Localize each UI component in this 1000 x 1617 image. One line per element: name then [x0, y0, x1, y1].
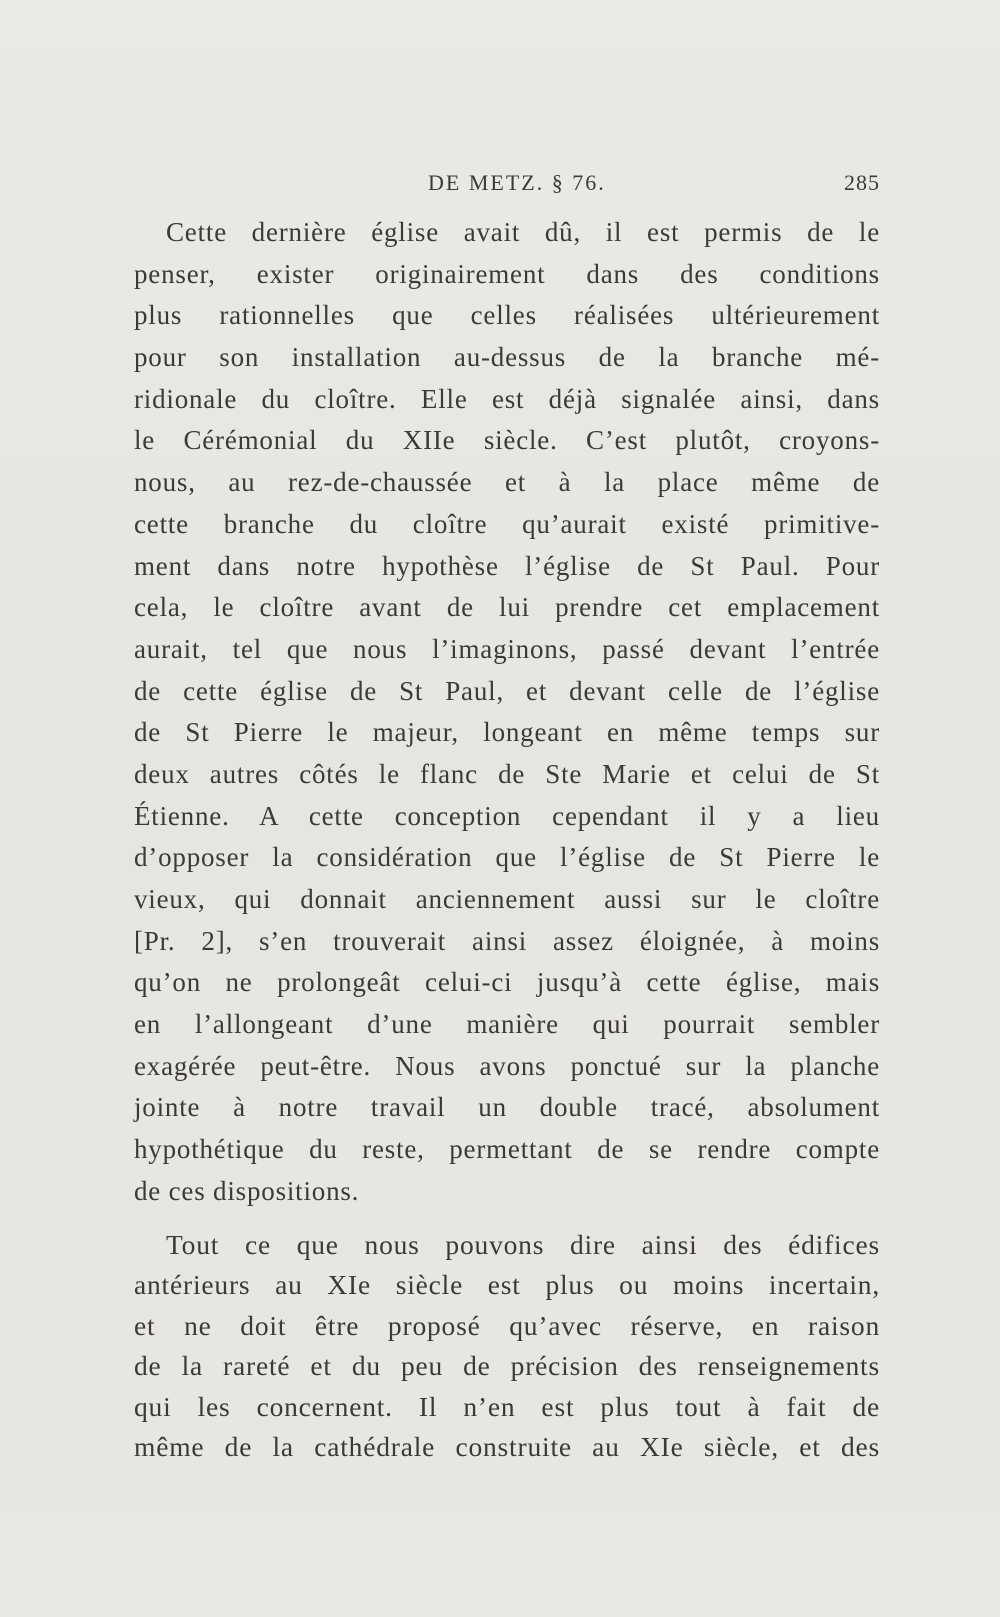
text-line: penser, exister originairement dans des conditions [134, 258, 880, 289]
text-line: de ces dispositions. [134, 1175, 360, 1206]
text-line: jointe à notre travail un double tracé, absolument [134, 1092, 880, 1123]
page-number: 285 [844, 170, 880, 195]
text-line: nous, au rez-de-chaussée et à la place même de [134, 467, 880, 498]
page-header [134, 170, 880, 200]
text-line: même de la cathédrale construite au XIe siècle, et des [134, 1431, 880, 1462]
text-line: Cette dernière église avait dû, il est permis de le [166, 217, 880, 247]
text-line: pour son installation au-dessus de la branche mé- [134, 342, 880, 373]
text-line: cela, le cloître avant de lui prendre cet emplacement [134, 592, 880, 623]
text-line: plus rationnelles que celles réalisées ultérieurement [134, 300, 880, 331]
text-line: cette branche du cloître qu’aurait existé primitive- [134, 508, 880, 539]
text-line: le Cérémonial du XIIe siècle. C’est plutôt, croyons- [134, 425, 880, 456]
text-line: de St Pierre le majeur, longeant en même temps sur [134, 717, 880, 748]
text-line: ridionale du cloître. Elle est déjà signalée ainsi, dans [134, 383, 880, 414]
paragraph-gap [134, 1213, 880, 1225]
text-line: exagérée peut-être. Nous avons ponctué sur la planche [134, 1050, 880, 1081]
text-line: de cette église de St Paul, et devant celle de l’église [134, 675, 880, 706]
text-line: en l’allongeant d’une manière qui pourrait sembler [134, 1009, 880, 1040]
running-head: DE METZ. § 76. [428, 170, 606, 195]
text-line: ment dans notre hypothèse l’église de St Paul. Pour [134, 550, 880, 581]
text-line: de la rareté et du peu de précision des renseignements [134, 1350, 880, 1381]
body-text [134, 212, 880, 1468]
text-line: qu’on ne prolongeât celui-ci jusqu’à cette église, mais [134, 967, 880, 998]
text-line: et ne doit être proposé qu’avec réserve, en raison [134, 1309, 880, 1341]
paragraph-2 [134, 1225, 880, 1468]
paragraph-1 [134, 212, 880, 1213]
text-line: [Pr. 2], s’en trouverait ainsi assez éloignée, à moins [134, 925, 880, 956]
text-line: aurait, tel que nous l’imaginons, passé devant l’entrée [134, 633, 880, 664]
text-line: Étienne. A cette conception cependant il y a lieu [134, 800, 880, 831]
text-line: Tout ce que nous pouvons dire ainsi des édifices [166, 1228, 880, 1260]
text-line: antérieurs au XIe siècle est plus ou moins incertain, [134, 1269, 880, 1300]
text-line: qui les concernent. Il n’en est plus tout à fait de [134, 1390, 880, 1422]
text-line: hypothétique du reste, permettant de se rendre compte [134, 1134, 880, 1165]
text-line: deux autres côtés le flanc de Ste Marie et celui de St [134, 758, 880, 789]
text-line: vieux, qui donnait anciennement aussi sur le cloître [134, 884, 880, 914]
text-line: d’opposer la considération que l’église de St Pierre le [134, 842, 880, 873]
